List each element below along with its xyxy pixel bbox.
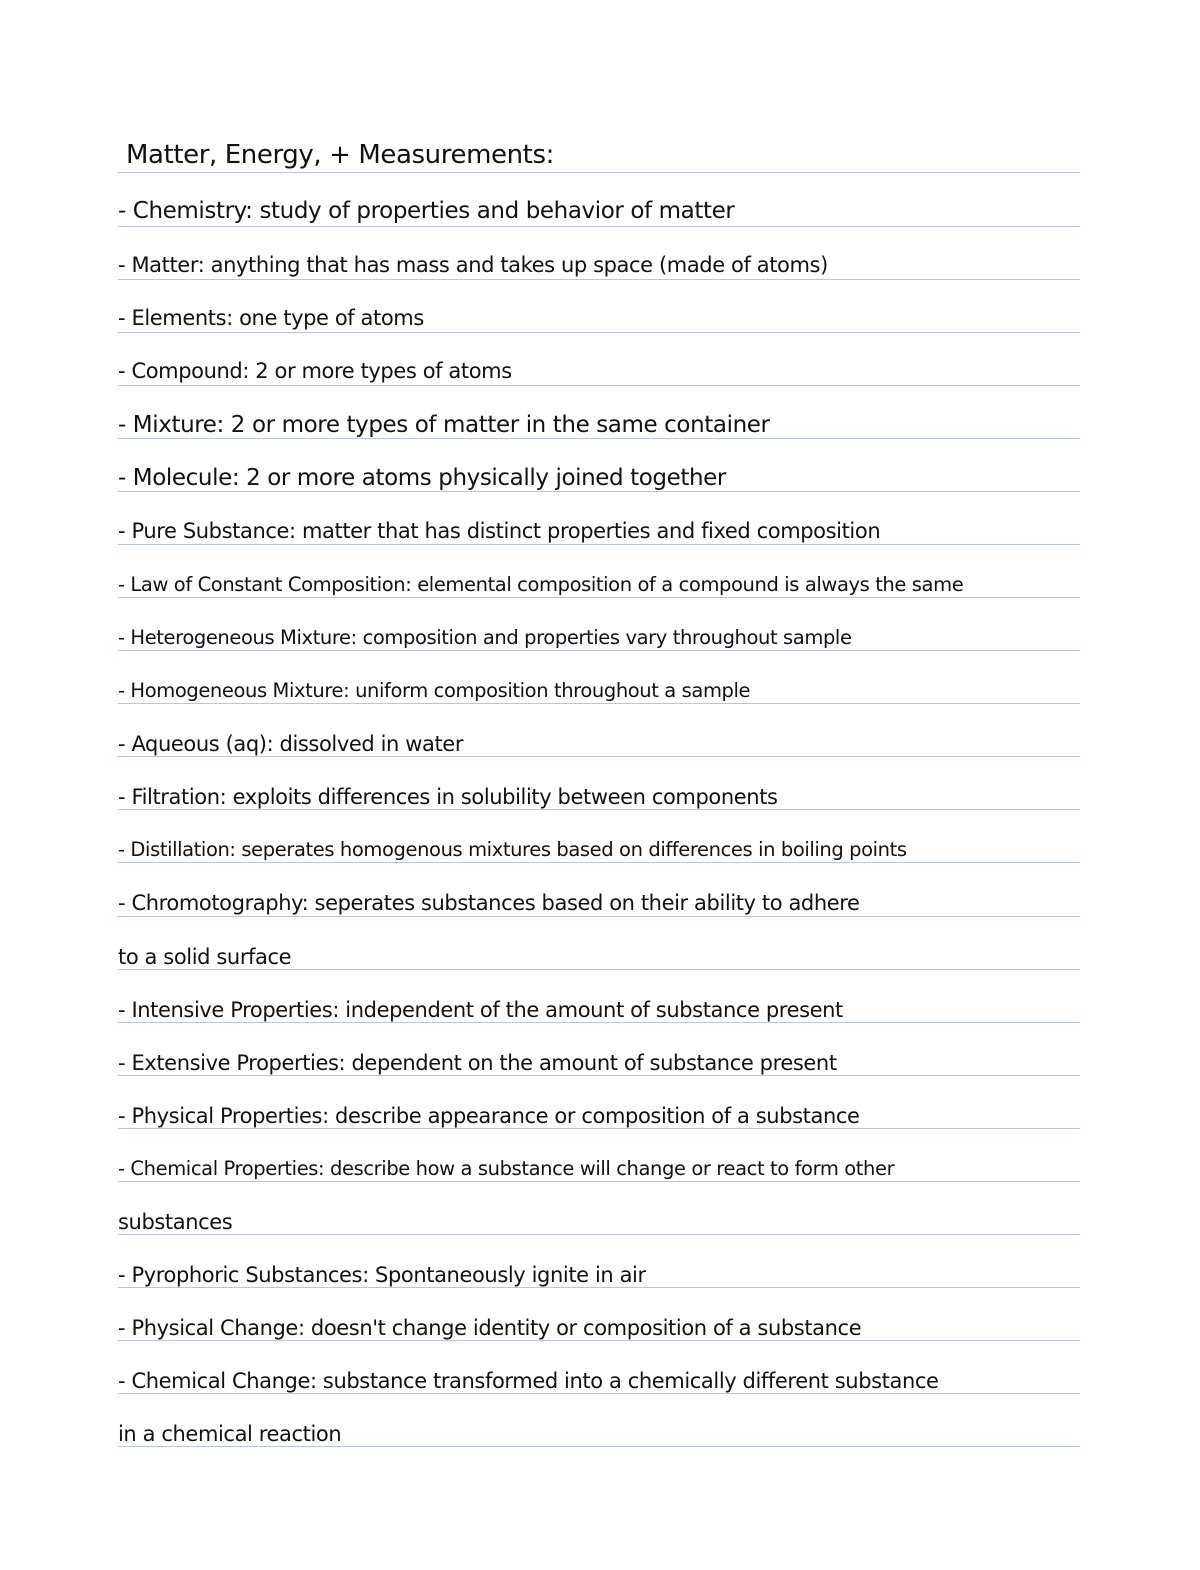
note-line: - Law of Constant Composition: elemental composition of a compound is always the same bbox=[118, 573, 964, 596]
note-line: - Chromotography: seperates substances based on their ability to adhere bbox=[118, 891, 860, 915]
note-line: - Intensive Properties: independent of the amount of substance present bbox=[118, 998, 843, 1022]
note-line: - Elements: one type of atoms bbox=[118, 306, 424, 330]
note-line: to a solid surface bbox=[118, 945, 292, 969]
note-line: - Pure Substance: matter that has distinct properties and fixed composition bbox=[118, 519, 881, 543]
note-line: - Compound: 2 or more types of atoms bbox=[118, 359, 512, 383]
note-line: - Extensive Properties: dependent on the amount of substance present bbox=[118, 1051, 837, 1075]
note-line: - Filtration: exploits differences in solubility between components bbox=[118, 785, 778, 809]
note-line: - Physical Properties: describe appearance or composition of a substance bbox=[118, 1104, 860, 1128]
note-line: - Molecule: 2 or more atoms physically joined together bbox=[118, 465, 726, 491]
note-line: - Chemical Properties: describe how a substance will change or react to form other bbox=[118, 1157, 895, 1180]
note-line: in a chemical reaction bbox=[118, 1422, 342, 1446]
page-title: Matter, Energy, + Measurements: bbox=[126, 140, 554, 170]
note-line: - Chemical Change: substance transformed into a chemically different substance bbox=[118, 1369, 939, 1393]
ruled-line bbox=[118, 226, 1080, 227]
note-line: - Physical Change: doesn't change identity or composition of a substance bbox=[118, 1316, 862, 1340]
note-line: - Aqueous (aq): dissolved in water bbox=[118, 732, 464, 756]
ruled-line bbox=[118, 172, 1080, 173]
note-line: - Distillation: seperates homogenous mixtures based on differences in boiling points bbox=[118, 838, 907, 861]
note-line: - Mixture: 2 or more types of matter in the same container bbox=[118, 412, 770, 438]
note-line: - Pyrophoric Substances: Spontaneously ignite in air bbox=[118, 1263, 646, 1287]
note-line: substances bbox=[118, 1210, 233, 1234]
note-line: - Matter: anything that has mass and takes up space (made of atoms) bbox=[118, 253, 828, 277]
note-line: - Heterogeneous Mixture: composition and properties vary throughout sample bbox=[118, 626, 852, 649]
note-line: - Chemistry: study of properties and behavior of matter bbox=[118, 198, 735, 224]
note-line: - Homogeneous Mixture: uniform composition throughout a sample bbox=[118, 679, 751, 702]
